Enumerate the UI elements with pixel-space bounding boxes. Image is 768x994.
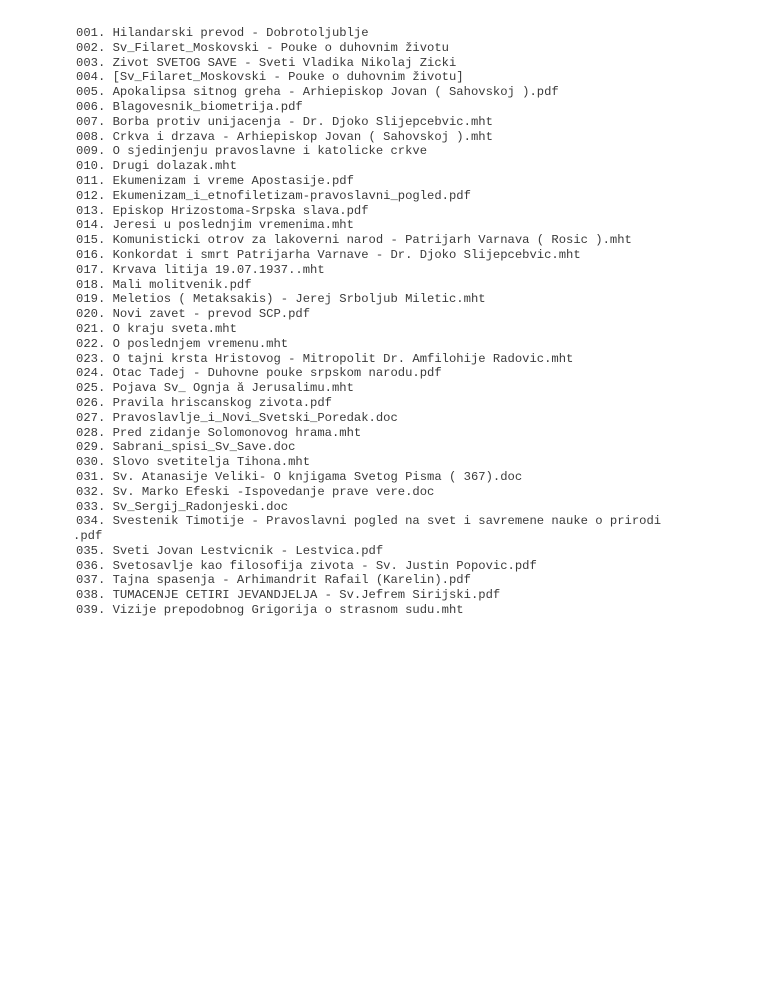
list-item: 025. Pojava Sv_ Ognja ă Jerusalimu.mht xyxy=(76,381,354,396)
list-item: 028. Pred zidanje Solomonovog hrama.mht xyxy=(76,425,362,440)
list-item: 001. Hilandarski prevod - Dobrotoljublje xyxy=(76,26,369,40)
list-item: 037. Tajna spasenja - Arhimandrit Rafail (Karelin).pdf xyxy=(76,573,471,588)
list-item: 011. Ekumenizam i vreme Apostasije.pdf xyxy=(76,173,354,188)
list-item: 018. Mali molitvenik.pdf xyxy=(76,277,252,292)
list-item: 019. Meletios ( Metaksakis) - Jerej Srboljub Miletic.mht xyxy=(76,292,486,307)
list-item: 023. O tajni krsta Hristovog - Mitropolit Dr. Amfilohije Radovic.mht xyxy=(76,351,574,366)
list-item: 002. Sv_Filaret_Moskovski - Pouke o duhovnim životu xyxy=(76,40,449,55)
document-page xyxy=(73,10,756,618)
list-item: 012. Ekumenizam_i_etnofiletizam-pravoslavni_pogled.pdf xyxy=(76,188,471,203)
list-item: 015. Komunisticki otrov za lakoverni narod - Patrijarh Varnava ( Rosic ).mht xyxy=(76,233,632,248)
list-item: 039. Vizije prepodobnog Grigorija o strasnom sudu.mht xyxy=(76,603,464,618)
list-item: 008. Crkva i drzava - Arhiepiskop Jovan ( Sahovskoj ).mht xyxy=(76,129,493,144)
list-item: 013. Episkop Hrizostoma-Srpska slava.pdf xyxy=(76,203,369,218)
list-item: 006. Blagovesnik_biometrija.pdf xyxy=(76,99,303,114)
byte-order-mark-glyph xyxy=(76,10,756,26)
list-item: 020. Novi zavet - prevod SCP.pdf xyxy=(76,307,311,322)
list-item: 033. Sv_Sergij_Radonjeski.doc xyxy=(76,499,289,514)
list-item: 014. Jeresi u poslednjim vremenima.mht xyxy=(76,218,354,233)
list-item: .pdf xyxy=(73,529,103,544)
list-item: 027. Pravoslavlje_i_Novi_Svetski_Poredak.doc xyxy=(76,410,398,425)
list-item: 026. Pravila hriscanskog zivota.pdf xyxy=(76,395,332,410)
list-item: 007. Borba protiv unijacenja - Dr. Djoko Slijepcebvic.mht xyxy=(76,114,493,129)
list-item: 035. Sveti Jovan Lestvicnik - Lestvica.pdf xyxy=(76,543,384,558)
list-item: 004. [Sv_Filaret_Moskovski - Pouke o duhovnim životu] xyxy=(76,70,464,85)
list-item: 022. O poslednjem vremenu.mht xyxy=(76,336,289,351)
list-item: 016. Konkordat i smrt Patrijarha Varnave - Dr. Djoko Slijepcebvic.mht xyxy=(76,247,581,262)
list-item: 017. Krvava litija 19.07.1937..mht xyxy=(76,262,325,277)
list-item: 031. Sv. Atanasije Veliki- O knjigama Svetog Pisma ( 367).doc xyxy=(76,469,523,484)
list-item: 010. Drugi dolazak.mht xyxy=(76,159,237,174)
list-item: 003. Zivot SVETOG SAVE - Sveti Vladika Nikolaj Zicki xyxy=(76,55,457,70)
list-item: 024. Otac Tadej - Duhovne pouke srpskom narodu.pdf xyxy=(76,366,442,381)
list-item: 030. Slovo svetitelja Tihona.mht xyxy=(76,455,311,470)
list-item: 034. Svestenik Timotije - Pravoslavni pogled na svet i savremene nauke o prirodi xyxy=(76,514,662,529)
list-item: 036. Svetosavlje kao filosofija zivota - Sv. Justin Popovic.pdf xyxy=(76,558,537,573)
file-list xyxy=(73,26,756,618)
list-item: 032. Sv. Marko Efeski -Ispovedanje prave vere.doc xyxy=(76,484,435,499)
list-item: 029. Sabrani_spisi_Sv_Save.doc xyxy=(76,440,296,455)
list-item: 038. TUMACENJE CETIRI JEVANDJELJA - Sv.Jefrem Sirijski.pdf xyxy=(76,588,501,603)
list-item: 021. O kraju sveta.mht xyxy=(76,321,237,336)
list-item: 009. O sjedinjenju pravoslavne i katolicke crkve xyxy=(76,144,428,159)
list-item: 005. Apokalipsa sitnog greha - Arhiepiskop Jovan ( Sahovskoj ).pdf xyxy=(76,85,559,100)
